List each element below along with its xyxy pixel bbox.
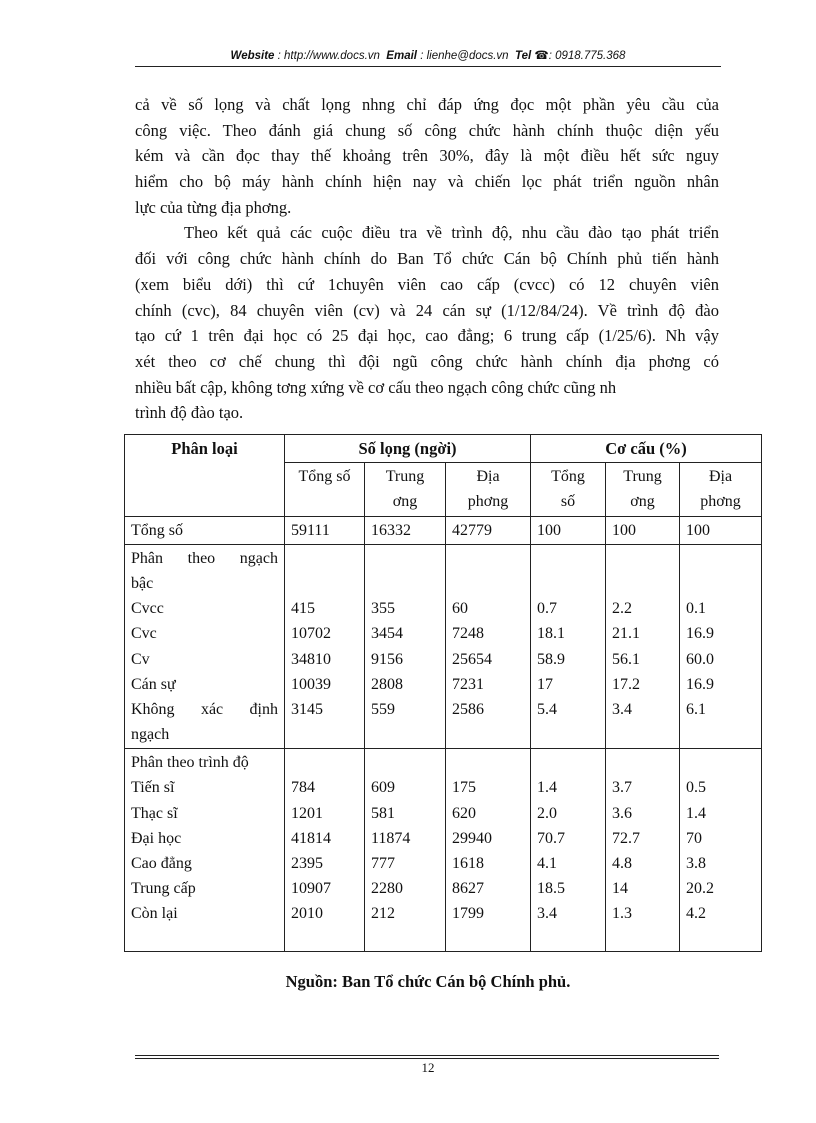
table-cell-column: 1.4 2.0 70.7 4.1 18.5 3.4 — [531, 749, 606, 952]
header-structure: Cơ cấu (%) — [531, 435, 762, 463]
paragraph-2 — [135, 220, 719, 426]
footer-divider — [135, 1055, 719, 1056]
table-cell-column: 784 1201 41814 2395 10907 2010 — [285, 749, 365, 952]
text-line: công việc. Theo đánh giá chung số công chức hành chính thuộc diện yếu — [135, 120, 719, 140]
tel-label: Tel — [514, 50, 532, 62]
section-rank-labels: Phân theo ngạch bậc Cvcc Cvc Cv Cán sự Không xác định ngạch — [125, 544, 285, 749]
table-row-total — [125, 516, 762, 544]
table-cell-column: 60 7248 25654 7231 2586 — [446, 544, 531, 749]
statistics-table — [124, 434, 762, 952]
subheader-local-pct: Địa phơng — [680, 463, 762, 516]
table-cell-column: 609 581 11874 777 2280 212 — [365, 749, 446, 952]
text-line: hiểm cho bộ máy hành chính hiện nay và chiến lọc phát triển nguồn nhân — [135, 172, 719, 192]
body-text — [135, 92, 719, 426]
section-education-labels: Phân theo trình độ Tiến sĩ Thạc sĩ Đại học Cao đẳng Trung cấp Còn lại — [125, 749, 285, 952]
text-line: kém và cần đọc thay thế khoảng trên 30%, đây là một điều hết sức nguy — [135, 146, 719, 166]
text-line: cả về số lọng và chất lọng nhng chỉ đáp ứng đọc một phần yêu cầu của — [135, 95, 719, 114]
page-header — [135, 48, 721, 67]
table-cell-column: 0.7 18.1 58.9 17 5.4 — [531, 544, 606, 749]
row-label: Tổng số — [125, 516, 285, 544]
text-line: xét theo cơ chế chung thì đội ngũ công chức hành chính địa phơng có — [135, 351, 719, 371]
table-section-rank — [125, 544, 762, 749]
website-value: : http://www.docs.vn — [277, 50, 380, 62]
phone-icon: ☎ — [534, 50, 549, 62]
subheader-total: Tổng số — [285, 463, 365, 516]
text-line: trình độ đào tạo. — [135, 403, 244, 423]
subheader-central: Trung ơng — [365, 463, 446, 516]
text-line: tạo cứ 1 trên đại học có 25 đại học, cao đẳng; 6 trung cấp (1/25/6). Nh vậy — [135, 326, 719, 346]
text-line: (xem biểu dới) thì cứ 1chuyên viên cao cấp (cvcc) có 12 chuyên viên — [135, 274, 719, 294]
header-quantity: Số lọng (ngời) — [285, 435, 531, 463]
text-line: đối với công chức hành chính do Ban Tổ chức Cán bộ Chính phủ tiến hành — [135, 249, 719, 269]
table-cell: 100 — [531, 516, 606, 544]
header-classification: Phân loại — [125, 435, 285, 517]
email-value: : lienhe@docs.vn — [420, 50, 509, 62]
source-note: Nguồn: Ban Tổ chức Cán bộ Chính phủ. — [285, 972, 571, 991]
email-label: Email — [386, 50, 417, 62]
table-cell-column: 0.5 1.4 70 3.8 20.2 4.2 — [680, 749, 762, 952]
website-label: Website — [230, 50, 275, 62]
footer-divider — [135, 1058, 719, 1059]
subheader-total-pct: Tổng số — [531, 463, 606, 516]
table-cell-column: 2.2 21.1 56.1 17.2 3.4 — [606, 544, 680, 749]
text-line: chính (cvc), 84 chuyên viên (cv) và 24 cán sự (1/12/84/24). Về trình độ đào — [135, 300, 719, 320]
table-cell-column: 0.1 16.9 60.0 16.9 6.1 — [680, 544, 762, 749]
tel-value: : 0918.775.368 — [548, 50, 626, 62]
text-line: Theo kết quả các cuộc điều tra về trình độ, nhu cầu đào tạo phát triển — [184, 223, 719, 243]
table-cell-column: 175 620 29940 1618 8627 1799 — [446, 749, 531, 952]
text-line: lực của từng địa phơng. — [135, 197, 292, 217]
subheader-central-pct: Trung ơng — [606, 463, 680, 516]
subheader-local: Địa phơng — [446, 463, 531, 516]
table-cell: 59111 — [285, 516, 365, 544]
table-cell: 42779 — [446, 516, 531, 544]
text-line: nhiều bất cập, không tơng xứng về cơ cấu theo ngạch công chức cũng nh — [135, 377, 617, 397]
table-section-education — [125, 749, 762, 952]
table-cell: 100 — [606, 516, 680, 544]
paragraph-1 — [135, 92, 719, 220]
table-header-row — [125, 435, 762, 463]
table-cell: 16332 — [365, 516, 446, 544]
table-cell: 100 — [680, 516, 762, 544]
table-cell-column: 415 10702 34810 10039 3145 — [285, 544, 365, 749]
page-number: 12 — [421, 1060, 435, 1075]
table-cell-column: 355 3454 9156 2808 559 — [365, 544, 446, 749]
table-cell-column: 3.7 3.6 72.7 4.8 14 1.3 — [606, 749, 680, 952]
